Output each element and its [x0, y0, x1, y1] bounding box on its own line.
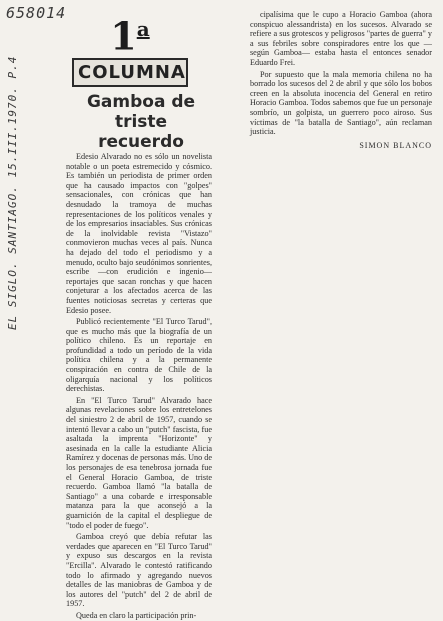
article-headline	[86, 92, 196, 152]
paragraph: Edesio Alvarado no es sólo un novelista notable o un poeta estremecido y cósmico. Es también un periodista de primer orden que ha causado impactos con "golpes" sensacionales, con crónicas que han desnudado la tramoya de muchas representaciones de los políticos venales y de los empresarios insaciables. Sus crónicas de la inolvidable revista "Vistazo" conmovieron muchas veces al país. Nunca ha dejado del todo el periodismo y a menudo, oculto bajo seudónimos sonrientes, escribe —con erudición e ingenio— reportajes que sacan ronchas y que hacen conjeturar a los afectados acerca de las fuentes noticiosas secretas y certeras que Edesio posee.	[66, 152, 212, 315]
headline-line-1: Gamboa de	[86, 92, 196, 112]
edition-ordinal: a	[136, 17, 150, 41]
paragraph: Queda en claro la participación prin-	[76, 610, 197, 620]
paragraph: En "El Turco Tarud" Alvarado hace algunas revelaciones sobre los entretelones del siniestro 2 de abril de 1957, cuando se intentó llevar a cabo un "putch" fascista, fue asaltada la imprenta "Horizonte" y asesinada en la calle la estudiante Alicia Ramírez y docenas de personas más. Uno de los personajes de esa tenebrosa jornada fue el General Horacio Gamboa, de triste recuerdo. Gamboa llamó "la batalla de Santiago" a una cobarde e irresponsable matanza para la que aconsejó a la guarnición de la capital el despliegue de "todo el poder de fuego".	[66, 395, 212, 530]
paragraph: Publicó recientemente "El Turco Tarud", que es mucho más que la biografía de un político chileno. Es un reportaje en profundidad a todo un período de la vida política chilena y a la permanente conspiración en contra de Chile de la oligarquía nacional y los políticos derechistas.	[66, 317, 212, 394]
article-column-left	[66, 152, 212, 620]
edition-digit: 1	[110, 13, 137, 59]
article-column-right	[250, 10, 432, 150]
author-signature: SIMON BLANCO	[359, 140, 432, 150]
column-label: COLUMNA	[72, 58, 188, 87]
handwritten-source-note: EL SIGLO. SANTIAGO. 15.III.1970. P.4	[6, 55, 19, 330]
paragraph: cipalísima que le cupo a Horacio Gamboa (ahora conspicuo alessandrista) en los sucesos. Alvarado se refiere a sus grotescos y peligrosos "partes de guerra" y a sus febriles sobre conspiradores entre los que —según Gamboa— estaba hasta el entonces senador Eduardo Frei.	[250, 10, 432, 67]
headline-line-2: triste recuerdo	[98, 112, 184, 152]
column-masthead	[72, 10, 188, 87]
handwritten-reference-number: 658014	[6, 4, 67, 22]
paragraph: Por supuesto que la mala memoria chilena no ha borrado los sucesos del 2 de abril y que sólo los bobos creen en la absoluta inocencia del General en retiro Horacio Gamboa. Todos sabemos que fue un personaje sombrío, un golpista, un guerrero poco airoso. Sus víctimas de "la batalla de Santiago", aún reclaman justicia.	[250, 69, 432, 137]
paragraph: Gamboa creyó que debía refutar las verdades que aparecen en "El Turco Tarud" y expuso sus descargos en la revista "Ercilla". Alvarado le contestó ratificando todo lo afirmado y agregando nuevos detalles de las maniobras de Gamboa y de los autores del "putch" del 2 de abril de 1957.	[66, 532, 212, 609]
edition-number	[110, 10, 150, 59]
